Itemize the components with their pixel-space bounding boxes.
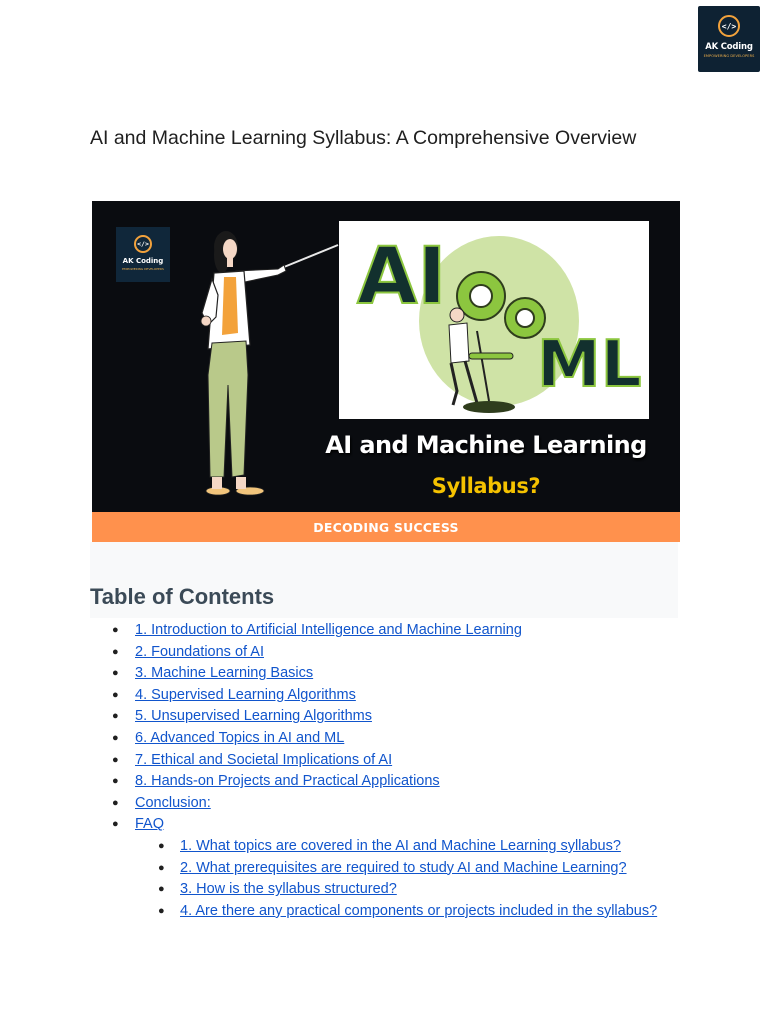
ai-ml-artwork [339, 221, 649, 419]
toc-link-introduction[interactable]: 1. Introduction to Artificial Intelligence and Machine Learning [135, 622, 522, 638]
toc-link-ethics[interactable]: 7. Ethical and Societal Implications of AI [135, 751, 393, 768]
banner-headline: AI and Machine Learning [325, 431, 647, 459]
bullet-icon: ● [158, 883, 165, 896]
bullet-icon: ● [158, 839, 165, 852]
banner-logo [116, 227, 170, 282]
code-bracket-icon: </> [134, 235, 152, 253]
banner-subheadline: Syllabus? [431, 474, 541, 498]
bullet-icon: ● [112, 688, 119, 701]
bullet-icon: ● [112, 731, 119, 744]
toc-link-faq-1[interactable]: 1. What topics are covered in the AI and Machine Learning syllabus? [180, 837, 621, 854]
ai-graphic-text: AI [357, 232, 447, 322]
toc-link-projects[interactable]: 8. Hands-on Projects and Practical Applications [135, 773, 440, 790]
ai-ml-graphic [339, 221, 649, 419]
bullet-icon: ● [112, 624, 119, 636]
banner-ribbon: DECODING SUCCESS [92, 512, 680, 542]
toc-heading: Table of Contents [90, 584, 275, 609]
logo-name: AK Coding [705, 42, 753, 52]
presenter-illustration [188, 225, 348, 505]
toc-link-faq-3[interactable]: 3. How is the syllabus structured? [180, 881, 397, 898]
bullet-icon: ● [158, 904, 165, 917]
bullet-icon: ● [112, 775, 119, 788]
toc-link-unsupervised[interactable]: 5. Unsupervised Learning Algorithms [135, 708, 372, 725]
banner-logo-name: AK Coding [122, 257, 164, 265]
banner-image [92, 201, 680, 542]
bullet-icon: ● [112, 645, 119, 658]
bullet-icon: ● [112, 710, 119, 723]
toc-link-conclusion[interactable]: Conclusion: [135, 794, 211, 811]
logo-tagline: EMPOWERING DEVELOPERS [703, 54, 755, 58]
banner-logo-tagline: EMPOWERING DEVELOPERS [122, 267, 164, 271]
toc-link-faq-2[interactable]: 2. What prerequisites are required to study AI and Machine Learning? [180, 859, 627, 876]
toc-link-faq-4[interactable]: 4. Are there any practical components or projects included in the syllabus? [180, 902, 658, 919]
bullet-icon: ● [158, 861, 165, 874]
bullet-icon: ● [112, 667, 119, 680]
bullet-icon: ● [112, 796, 119, 809]
toc-link-ml-basics[interactable]: 3. Machine Learning Basics [135, 665, 314, 682]
toc-link-faq[interactable]: FAQ [135, 816, 165, 833]
page-title: AI and Machine Learning Syllabus: A Comprehensive Overview [90, 127, 637, 149]
toc-link-foundations[interactable]: 2. Foundations of AI [135, 643, 264, 660]
toc-link-advanced[interactable]: 6. Advanced Topics in AI and ML [135, 729, 345, 746]
ml-graphic-text: ML [537, 328, 642, 402]
bullet-icon: ● [112, 818, 119, 831]
toc-link-supervised[interactable]: 4. Supervised Learning Algorithms [135, 686, 356, 703]
ak-coding-logo [698, 6, 760, 72]
bullet-icon: ● [112, 753, 119, 766]
code-bracket-icon: </> [718, 15, 740, 37]
